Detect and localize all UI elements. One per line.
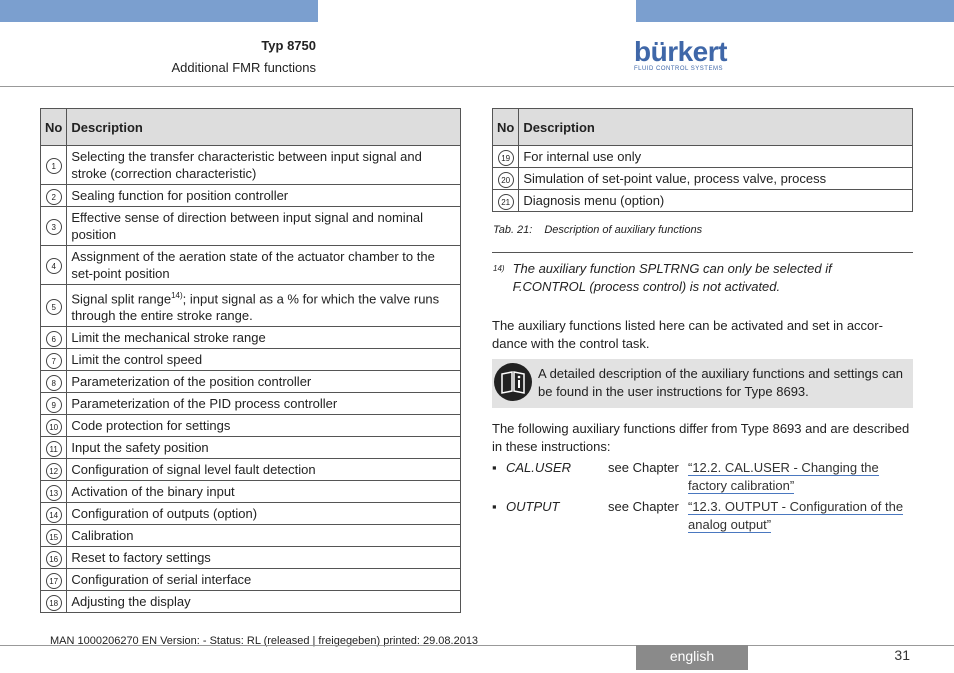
row-description: Sealing function for position controller [67,185,461,207]
row-description: Calibration [67,525,461,547]
chapter-link-text[interactable]: “12.2. CAL.USER - Changing the factory calibration” [688,460,879,493]
language-tab: english [636,645,748,670]
info-note-text: A detailed description of the auxiliary functions and settings can be found in the user instructions for Type 8693. [538,366,903,399]
row-description-text-cont: ; input signal as a % for which the valve runs through the entire stroke range. [71,291,440,324]
table-row [493,190,913,212]
row-description: Reset to factory settings [67,547,461,569]
logo-tagline: FLUID CONTROL SYSTEMS [634,66,723,72]
row-description: Configuration of signal level fault detection [67,459,461,481]
row-number-badge: 9 [46,397,62,413]
row-number-badge: 20 [498,172,514,188]
table-row [41,591,461,613]
row-description: Effective sense of direction between input signal and nominal position [67,207,461,246]
table-row [493,168,913,190]
auxiliary-functions-table-right [492,108,913,212]
table-caption-text: Description of auxiliary functions [544,224,703,236]
row-description: Parameterization of the position controller [67,371,461,393]
table-row [41,349,461,371]
chapter-link[interactable] [688,459,906,495]
table-row [41,569,461,591]
function-name: OUTPUT [506,499,560,514]
row-description: Adjusting the display [67,591,461,613]
table-header-row [493,109,913,146]
row-number-badge: 16 [46,551,62,567]
row-number-badge: 14 [46,507,62,523]
table-row [41,547,461,569]
footnote-text: The auxiliary function SPLTRNG can only be selected if F.CONTROL (process control) is not activated. [512,261,832,294]
row-description: Activation of the binary input [67,481,461,503]
column-header-no: No [41,109,67,146]
footnote-rule [492,252,913,253]
footnote-mark: 14) [493,264,505,273]
row-description: Configuration of serial interface [67,569,461,591]
logo-wordmark: bürkert [634,36,727,67]
row-number-badge: 11 [46,441,62,457]
bullet-icon: ▪ [492,499,497,514]
see-chapter-label: see Chapter [608,499,679,514]
row-description: Limit the mechanical stroke range [67,327,461,349]
table-row [41,481,461,503]
footnote-reference: 14) [171,291,183,300]
footer-rule [0,645,954,646]
row-description: Selecting the transfer characteristic between input signal and stroke (correction characteristic) [67,146,461,185]
table-row [41,185,461,207]
row-number-badge: 12 [46,463,62,479]
table-row [41,246,461,285]
document-type-title: Typ 8750 [261,38,316,53]
manual-book-icon [494,363,532,401]
row-description: Parameterization of the PID process controller [67,393,461,415]
column-header-description: Description [67,109,461,146]
row-description: Configuration of outputs (option) [67,503,461,525]
table-header-row [41,109,461,146]
column-header-description: Description [519,109,913,146]
row-description: Simulation of set-point value, process valve, process [519,168,913,190]
differences-paragraph: The following auxiliary functions differ from Type 8693 and are described in these instructions: [492,421,910,454]
table-row [493,146,913,168]
row-description: Input the safety position [67,437,461,459]
row-number-badge: 5 [46,299,62,315]
row-description: Code protection for settings [67,415,461,437]
footnote [493,260,913,296]
row-number-badge: 19 [498,150,514,166]
row-number-badge: 15 [46,529,62,545]
chapter-link[interactable] [688,498,906,534]
row-number-badge: 21 [498,194,514,210]
top-band-left [0,0,318,22]
table-row [41,437,461,459]
see-chapter-label: see Chapter [608,460,679,475]
row-number-badge: 17 [46,573,62,589]
top-band-right [636,0,954,22]
document-metadata: MAN 1000206270 EN Version: - Status: RL (released | freigegeben) printed: 29.08.2013 [50,635,479,647]
function-name: CAL.USER [506,460,572,475]
burkert-logo [634,38,734,73]
bullet-icon: ▪ [492,460,497,475]
row-description: Diagnosis menu (option) [519,190,913,212]
row-number-badge: 7 [46,353,62,369]
intro-paragraph: The auxiliary functions listed here can be activated and set in accor-dance with the control task. [492,318,883,351]
table-row [41,146,461,185]
row-description [67,285,461,327]
row-number-badge: 2 [46,189,62,205]
document-section-subtitle: Additional FMR functions [171,60,316,75]
table-row [41,525,461,547]
chapter-link-text[interactable]: “12.3. OUTPUT - Configuration of the analog output” [688,499,904,532]
header-rule [0,86,954,87]
table-row [41,503,461,525]
row-number-badge: 8 [46,375,62,391]
row-number-badge: 10 [46,419,62,435]
row-description: For internal use only [519,146,913,168]
table-caption-label: Tab. 21: [493,224,533,236]
table-row [41,371,461,393]
column-header-no: No [493,109,519,146]
table-row [41,393,461,415]
table-row [41,327,461,349]
row-number-badge: 13 [46,485,62,501]
row-number-badge: 4 [46,258,62,274]
table-row [41,285,461,327]
table-row [41,207,461,246]
row-number-badge: 3 [46,219,62,235]
table-row [41,415,461,437]
row-number-badge: 18 [46,595,62,611]
info-note [492,359,913,408]
row-description: Assignment of the aeration state of the actuator chamber to the set-point position [67,246,461,285]
table-row [41,459,461,481]
row-number-badge: 1 [46,158,62,174]
auxiliary-functions-table-left [40,108,461,613]
row-description-text: Signal split range [71,291,172,307]
row-number-badge: 6 [46,331,62,347]
page-number: 31 [894,647,910,663]
table-caption [493,224,702,236]
row-description: Limit the control speed [67,349,461,371]
